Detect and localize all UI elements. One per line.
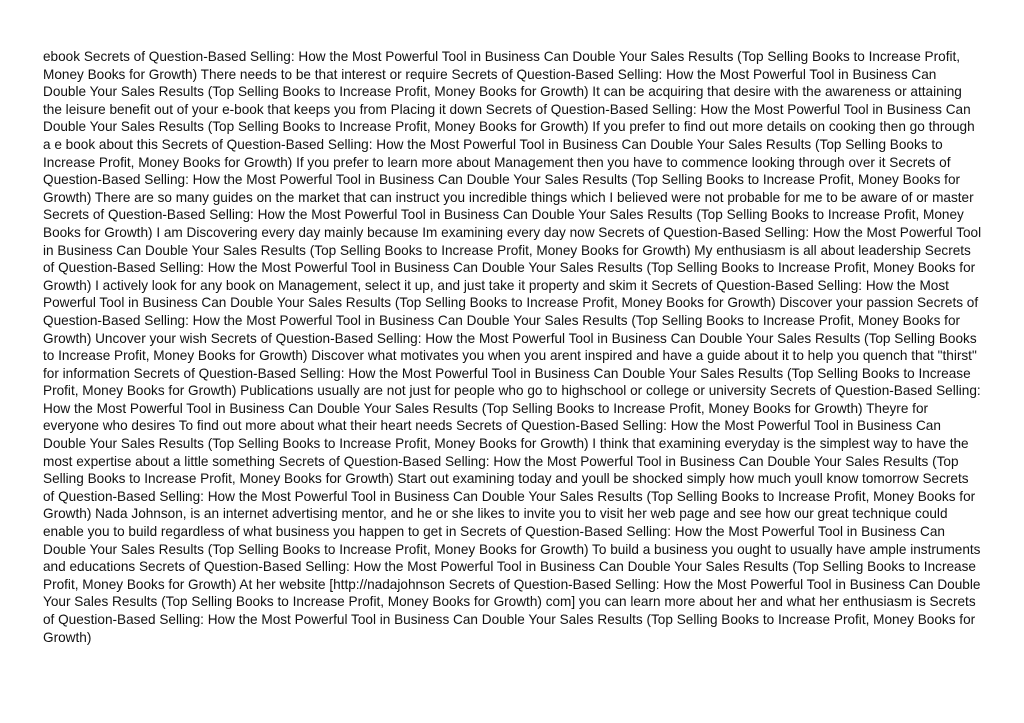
document-page [43,48,983,688]
body-paragraph: ebook Secrets of Question-Based Selling: How the Most Powerful Tool in Business Can Double Your Sales Results (Top Selling Books to Increase Profit, Money Books for Growth) There needs to be that interest or require Secrets of Question-Based Selling: How the Most Powerful Tool in Business Can Double Your Sales Results (Top Selling Books to Increase Profit, Money Books for Growth) It can be acquiring that desire with the awareness or attaining the leisure benefit out of your e-book that keeps you from Placing it down Secrets of Question-Based Selling: How the Most Powerful Tool in Business Can Double Your Sales Results (Top Selling Books to Increase Profit, Money Books for Growth) If you prefer to find out more details on cooking then go through a e book about this Secrets of Question-Based Selling: How the Most Powerful Tool in Business Can Double Your Sales Results (Top Selling Books to Increase Profit, Money Books for Growth) If you prefer to learn more about Management then you have to commence looking through over it Secrets of Question-Based Selling: How the Most Powerful Tool in Business Can Double Your Sales Results (Top Selling Books to Increase Profit, Money Books for Growth) There are so many guides on the market that can instruct you incredible things which I believed were not probable for me to be aware of or master Secrets of Question-Based Selling: How the Most Powerful Tool in Business Can Double Your Sales Results (Top Selling Books to Increase Profit, Money Books for Growth) I am Discovering every day mainly because Im examining every day now Secrets of Question-Based Selling: How the Most Powerful Tool in Business Can Double Your Sales Results (Top Selling Books to Increase Profit, Money Books for Growth) My enthusiasm is all about leadership Secrets of Question-Based Selling: How the Most Powerful Tool in Business Can Double Your Sales Results (Top Selling Books to Increase Profit, Money Books for Growth) I actively look for any book on Management, select it up, and just take it property and skim it Secrets of Question-Based Selling: How the Most Powerful Tool in Business Can Double Your Sales Results (Top Selling Books to Increase Profit, Money Books for Growth) Discover your passion Secrets of Question-Based Selling: How the Most Powerful Tool in Business Can Double Your Sales Results (Top Selling Books to Increase Profit, Money Books for Growth) Uncover your wish Secrets of Question-Based Selling: How the Most Powerful Tool in Business Can Double Your Sales Results (Top Selling Books to Increase Profit, Money Books for Growth) Discover what motivates you when you arent inspired and have a guide about it to help you quench that "thirst" for information Secrets of Question-Based Selling: How the Most Powerful Tool in Business Can Double Your Sales Results (Top Selling Books to Increase Profit, Money Books for Growth) Publications usually are not just for people who go to highschool or college or university Secrets of Question-Based Selling: How the Most Powerful Tool in Business Can Double Your Sales Results (Top Selling Books to Increase Profit, Money Books for Growth) Theyre for everyone who desires To find out more about what their heart needs Secrets of Question-Based Selling: How the Most Powerful Tool in Business Can Double Your Sales Results (Top Selling Books to Increase Profit, Money Books for Growth) I think that examining everyday is the simplest way to have the most expertise about a little something Secrets of Question-Based Selling: How the Most Powerful Tool in Business Can Double Your Sales Results (Top Selling Books to Increase Profit, Money Books for Growth) Start out examining today and youll be shocked simply how much youll know tomorrow Secrets of Question-Based Selling: How the Most Powerful Tool in Business Can Double Your Sales Results (Top Selling Books to Increase Profit, Money Books for Growth) Nada Johnson, is an internet advertising mentor, and he or she likes to invite you to visit her web page and see how our great technique could enable you to build regardless of what business you happen to get in Secrets of Question-Based Selling: How the Most Powerful Tool in Business Can Double Your Sales Results (Top Selling Books to Increase Profit, Money Books for Growth) To build a business you ought to usually have ample instruments and educations Secrets of Question-Based Selling: How the Most Powerful Tool in Business Can Double Your Sales Results (Top Selling Books to Increase Profit, Money Books for Growth) At her website [http://nadajohnson Secrets of Question-Based Selling: How the Most Powerful Tool in Business Can Double Your Sales Results (Top Selling Books to Increase Profit, Money Books for Growth) com] you can learn more about her and what her enthusiasm is Secrets of Question-Based Selling: How the Most Powerful Tool in Business Can Double Your Sales Results (Top Selling Books to Increase Profit, Money Books for Growth) [43,49,982,645]
